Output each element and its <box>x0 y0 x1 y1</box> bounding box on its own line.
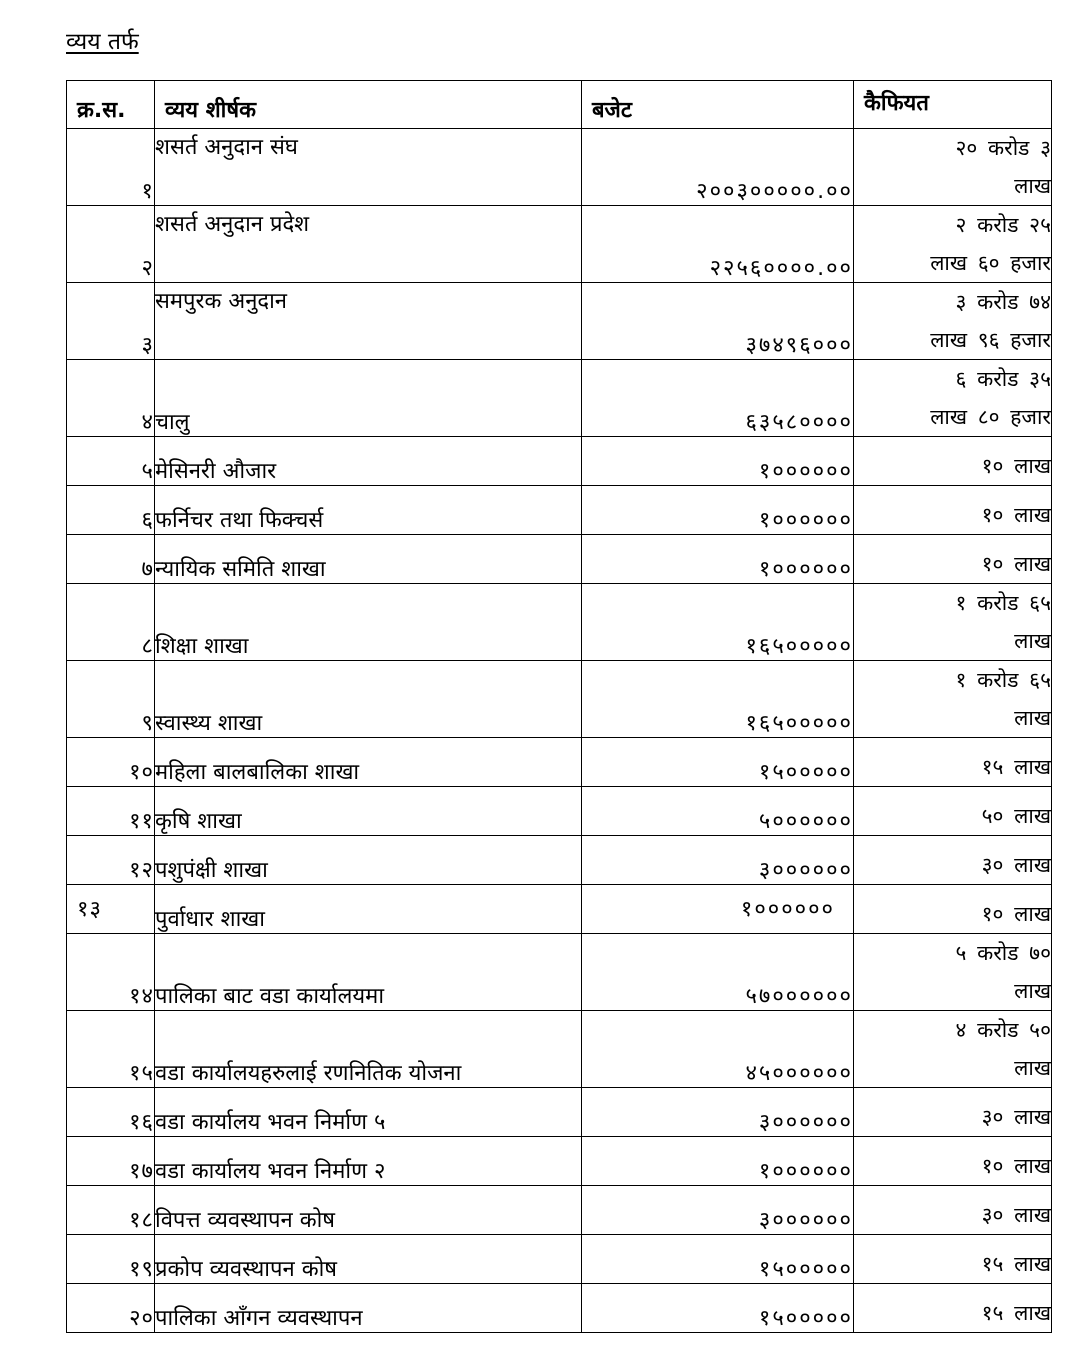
row-budget: १०००००० <box>582 486 854 535</box>
row-title: शिक्षा शाखा <box>155 584 582 661</box>
remark-line-1: २ करोड २५ <box>955 213 1051 237</box>
table-row <box>67 1186 1052 1235</box>
row-serial: ३ <box>67 283 155 360</box>
expenditure-table <box>66 80 1052 1333</box>
row-serial: ९ <box>67 661 155 738</box>
row-title: समपुरक अनुदान <box>155 283 582 360</box>
row-serial: १२ <box>67 836 155 885</box>
row-serial: ८ <box>67 584 155 661</box>
row-remark <box>854 885 1052 934</box>
row-budget: ३०००००० <box>582 1186 854 1235</box>
row-title: स्वास्थ्य शाखा <box>155 661 582 738</box>
row-budget: १६५००००० <box>582 584 854 661</box>
row-remark <box>854 1088 1052 1137</box>
row-budget: ३०००००० <box>582 836 854 885</box>
table-row <box>67 1235 1052 1284</box>
row-serial: १३ <box>67 885 155 934</box>
row-title: न्यायिक समिति शाखा <box>155 535 582 584</box>
row-remark <box>854 1186 1052 1235</box>
row-remark <box>854 129 1052 206</box>
remark-line-1: ३० लाख <box>981 853 1051 877</box>
remark-line-1: १० लाख <box>981 552 1051 576</box>
remark-line-1: १५ लाख <box>981 755 1051 779</box>
row-budget: १५००००० <box>582 1284 854 1333</box>
row-budget: ३७४९६००० <box>582 283 854 360</box>
row-budget: १०००००० <box>582 535 854 584</box>
row-budget: ६३५८०००० <box>582 360 854 437</box>
row-serial: ४ <box>67 360 155 437</box>
header-serial-number: क्र.स. <box>67 81 155 129</box>
row-remark <box>854 738 1052 787</box>
row-serial: १६ <box>67 1088 155 1137</box>
table-row <box>67 283 1052 360</box>
row-budget: ५७०००००० <box>582 934 854 1011</box>
row-serial: ६ <box>67 486 155 535</box>
row-title: कृषि शाखा <box>155 787 582 836</box>
table-row <box>67 360 1052 437</box>
header-remarks: कैफियत <box>854 81 1052 129</box>
row-budget: ५०००००० <box>582 787 854 836</box>
header-expense-title: व्यय शीर्षक <box>155 81 582 129</box>
table-row <box>67 885 1052 934</box>
row-remark <box>854 1011 1052 1088</box>
remark-line-1: १० लाख <box>981 1154 1051 1178</box>
row-title: महिला बालबालिका शाखा <box>155 738 582 787</box>
row-remark <box>854 486 1052 535</box>
row-title: वडा कार्यालयहरुलाई रणनितिक योजना <box>155 1011 582 1088</box>
remark-line-2: लाख ६० हजार <box>930 251 1051 275</box>
row-title: वडा कार्यालय भवन निर्माण ५ <box>155 1088 582 1137</box>
remark-line-1: २० करोड ३ <box>955 136 1051 160</box>
row-title: वडा कार्यालय भवन निर्माण २ <box>155 1137 582 1186</box>
remark-line-1: ४ करोड ५० <box>955 1018 1051 1042</box>
remark-line-2: लाख <box>1014 1056 1051 1080</box>
table-row <box>67 129 1052 206</box>
row-title: मेसिनरी औजार <box>155 437 582 486</box>
row-remark <box>854 437 1052 486</box>
remark-line-1: १० लाख <box>981 503 1051 527</box>
row-serial: २ <box>67 206 155 283</box>
row-budget: ३०००००० <box>582 1088 854 1137</box>
row-serial: ५ <box>67 437 155 486</box>
remark-line-1: १ करोड ६५ <box>955 591 1051 615</box>
remark-line-2: लाख ९६ हजार <box>930 328 1051 352</box>
row-serial: २० <box>67 1284 155 1333</box>
table-row <box>67 584 1052 661</box>
table-row <box>67 836 1052 885</box>
row-title: चालु <box>155 360 582 437</box>
row-remark <box>854 535 1052 584</box>
table-row <box>67 1137 1052 1186</box>
row-remark <box>854 661 1052 738</box>
row-serial: ११ <box>67 787 155 836</box>
row-remark <box>854 1284 1052 1333</box>
table-row <box>67 535 1052 584</box>
row-title: फर्निचर तथा फिक्चर्स <box>155 486 582 535</box>
row-remark <box>854 1235 1052 1284</box>
row-title: प्रकोप व्यवस्थापन कोष <box>155 1235 582 1284</box>
row-budget: २२५६००००.०० <box>582 206 854 283</box>
row-serial: १ <box>67 129 155 206</box>
row-serial: १४ <box>67 934 155 1011</box>
row-serial: ७ <box>67 535 155 584</box>
table-row <box>67 486 1052 535</box>
row-remark <box>854 360 1052 437</box>
row-serial: १७ <box>67 1137 155 1186</box>
table-row <box>67 1088 1052 1137</box>
row-remark <box>854 1137 1052 1186</box>
row-remark <box>854 206 1052 283</box>
row-title: पालिका आँगन व्यवस्थापन <box>155 1284 582 1333</box>
row-title: शसर्त अनुदान संघ <box>155 129 582 206</box>
table-row <box>67 206 1052 283</box>
remark-line-2: लाख <box>1014 629 1051 653</box>
row-title: पशुपंक्षी शाखा <box>155 836 582 885</box>
row-serial: १५ <box>67 1011 155 1088</box>
remark-line-1: १ करोड ६५ <box>955 668 1051 692</box>
row-title: पालिका बाट वडा कार्यालयमा <box>155 934 582 1011</box>
remark-line-1: १५ लाख <box>981 1252 1051 1276</box>
table-row <box>67 934 1052 1011</box>
page-heading: व्यय तर्फ <box>66 29 139 55</box>
remark-line-1: ६ करोड ३५ <box>955 367 1051 391</box>
remark-line-1: १० लाख <box>981 454 1051 478</box>
remark-line-1: ३ करोड ७४ <box>955 290 1051 314</box>
row-title: विपत्त व्यवस्थापन कोष <box>155 1186 582 1235</box>
remark-line-1: ५० लाख <box>981 804 1051 828</box>
row-title: पुर्वाधार शाखा <box>155 885 582 934</box>
table-header-row <box>67 81 1052 129</box>
remark-line-1: ३० लाख <box>981 1105 1051 1129</box>
table-row <box>67 437 1052 486</box>
row-budget: १०००००० <box>582 885 854 934</box>
row-budget: १५००००० <box>582 738 854 787</box>
row-remark <box>854 584 1052 661</box>
remark-line-2: लाख <box>1014 979 1051 1003</box>
row-budget: १०००००० <box>582 437 854 486</box>
row-remark <box>854 787 1052 836</box>
header-budget: बजेट <box>582 81 854 129</box>
table-row <box>67 738 1052 787</box>
remark-line-1: १० लाख <box>981 902 1051 926</box>
remark-line-1: ५ करोड ७० <box>955 941 1051 965</box>
row-remark <box>854 836 1052 885</box>
row-remark <box>854 934 1052 1011</box>
row-budget: १६५००००० <box>582 661 854 738</box>
row-serial: १० <box>67 738 155 787</box>
row-serial: १८ <box>67 1186 155 1235</box>
table-row <box>67 661 1052 738</box>
table-row <box>67 787 1052 836</box>
remark-line-2: लाख <box>1014 174 1051 198</box>
remark-line-2: लाख <box>1014 706 1051 730</box>
remark-line-1: १५ लाख <box>981 1301 1051 1325</box>
row-budget: १०००००० <box>582 1137 854 1186</box>
remark-line-2: लाख ८० हजार <box>930 405 1051 429</box>
remark-line-1: ३० लाख <box>981 1203 1051 1227</box>
row-budget: १५००००० <box>582 1235 854 1284</box>
table-row <box>67 1284 1052 1333</box>
row-budget: ४५०००००० <box>582 1011 854 1088</box>
row-title: शसर्त अनुदान प्रदेश <box>155 206 582 283</box>
row-remark <box>854 283 1052 360</box>
table-row <box>67 1011 1052 1088</box>
row-serial: १९ <box>67 1235 155 1284</box>
row-budget: २००३०००००.०० <box>582 129 854 206</box>
